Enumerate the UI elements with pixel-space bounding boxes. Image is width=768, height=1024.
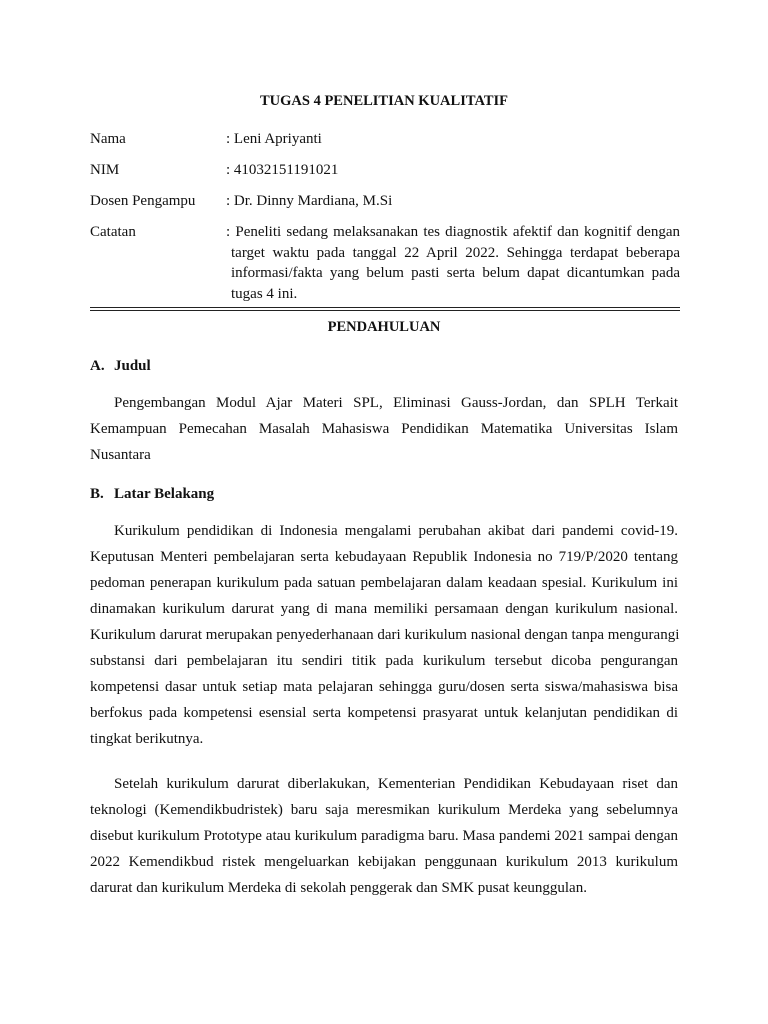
document-title: TUGAS 4 PENELITIAN KUALITATIF [259, 93, 509, 109]
paragraph-line: 2022 Kemendikbud ristek mengeluarkan kebijakan penggunaan kurikulum 2013 kurikulum [90, 854, 678, 870]
info-value: : Leni Apriyanti [226, 131, 322, 147]
paragraph-line: Keputusan Menteri pembelajaran serta kebudayaan Republik Indonesia no 719/P/2020 tentang [90, 549, 678, 565]
subheading-text: Latar Belakang [114, 486, 215, 502]
paragraph-line: darurat dan kurikulum Merdeka di sekolah penggerak dan SMK pusat keunggulan. [90, 880, 587, 896]
info-value: : Dr. Dinny Mardiana, M.Si [226, 193, 393, 209]
divider-line [90, 307, 680, 308]
subheading-judul [90, 358, 151, 375]
paragraph-line: Nusantara [90, 447, 151, 463]
note-text [226, 222, 680, 304]
paragraph-line: substansi dari pembelajaran itu sendiri titik pada kurikulum tersebut dicoba pengurangan [90, 653, 678, 669]
note-line: target waktu pada tanggal 22 April 2022. Sehingga terdapat beberapa [231, 244, 680, 261]
paragraph-line: Kemampuan Pemecahan Masalah Mahasiswa Pendidikan Matematika Universitas Islam [90, 421, 678, 437]
info-label: NIM [90, 162, 120, 178]
info-label: Nama [90, 131, 126, 147]
paragraph-line: Setelah kurikulum darurat diberlakukan, Kementerian Pendidikan Kebudayaan riset dan [114, 776, 678, 792]
subheading-latar-belakang [90, 486, 214, 503]
info-value: : 41032151191021 [226, 162, 339, 178]
paragraph-line: disebut kurikulum Prototype atau kurikulum paradigma baru. Masa pandemi 2021 sampai dengan [90, 828, 678, 844]
paragraph-line: tingkat berikutnya. [90, 731, 204, 747]
info-label: Catatan [90, 224, 136, 240]
note-line: tugas 4 ini. [231, 285, 298, 302]
subheading-letter: A. [90, 358, 105, 374]
note-line: informasi/fakta yang belum pasti serta belum dapat dicantumkan pada [231, 265, 680, 281]
note-line: : Peneliti sedang melaksanakan tes diagnostik afektif dan kognitif dengan [226, 224, 680, 240]
section-heading: PENDAHULUAN [327, 319, 441, 335]
paragraph-line: Kurikulum darurat merupakan penyederhanaan dari kurikulum nasional dengan tanpa mengurangi [90, 627, 680, 643]
paragraph-line: Pengembangan Modul Ajar Materi SPL, Eliminasi Gauss-Jordan, dan SPLH Terkait [114, 395, 678, 411]
paragraph-judul [90, 390, 678, 468]
paragraph-line: pedoman penerapan kurikulum pada satuan pembelajaran dalam keadaan spesial. Kurikulum ini [90, 575, 678, 591]
paragraph-line: Kurikulum pendidikan di Indonesia mengalami perubahan akibat dari pandemi covid-19. [114, 523, 678, 539]
divider-line [90, 310, 680, 311]
info-label: Dosen Pengampu [90, 193, 196, 209]
paragraph-latar-2 [90, 771, 678, 901]
subheading-letter: B. [90, 486, 104, 502]
paragraph-line: teknologi (Kemendikbudristek) baru saja meresmikan kurikulum Merdeka yang sebelumnya [90, 802, 678, 818]
paragraph-line: berfokus pada kompetensi esensial serta kompetensi prasyarat untuk kelanjutan pendidikan di [90, 705, 678, 721]
paragraph-line: dinamakan kurikulum darurat yang di mana memiliki persamaan dengan kurikulum nasional. [90, 601, 678, 617]
paragraph-line: kompetensi dasar untuk setiap mata pelajaran sehingga guru/dosen serta siswa/mahasiswa bisa [90, 679, 678, 695]
subheading-text: Judul [114, 358, 151, 374]
paragraph-latar-1 [90, 518, 678, 752]
